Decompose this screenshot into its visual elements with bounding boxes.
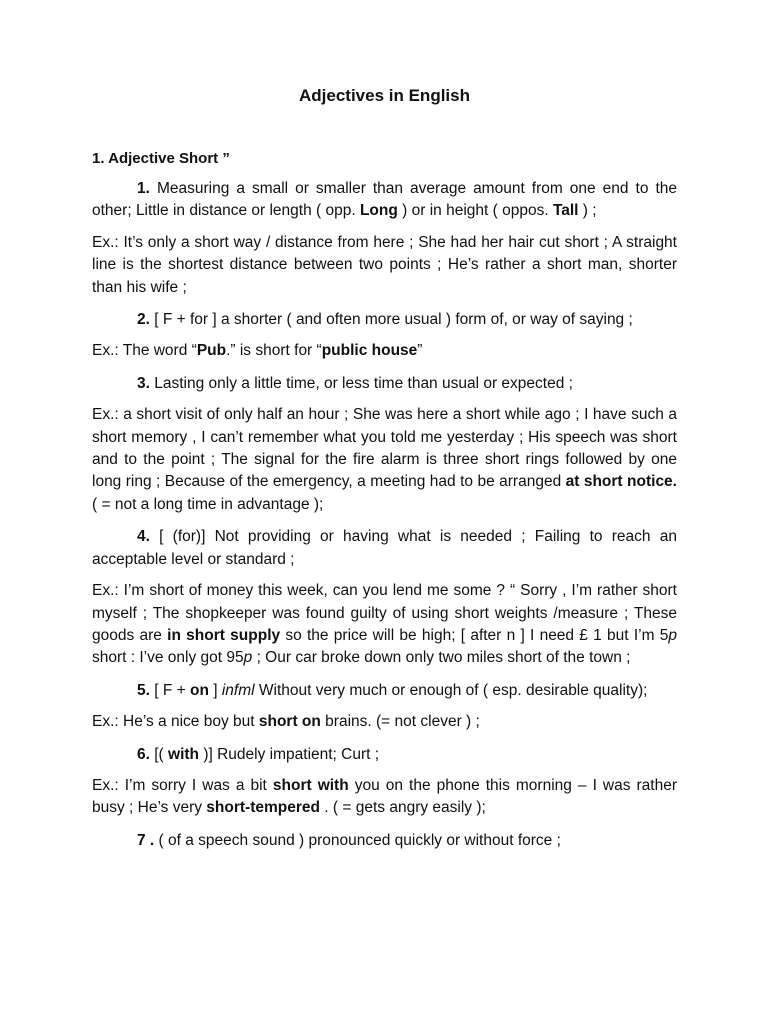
- italic-text: p: [668, 626, 677, 644]
- text-run: Ex.: a short visit of only half an hour ; She was here a short while ago ; I have such a short memory , I can’t remember what you told me yesterday ; His speech was short and to the point ; The signal for the fire alarm is three short rings followed by one long ring ; Because of the emergency, a meeting had to be arranged: [92, 406, 677, 491]
- bold-text: public house: [321, 342, 418, 360]
- bold-text: short-tempered: [206, 799, 320, 817]
- definition-paragraph: [92, 744, 677, 766]
- text-run: Ex.: I’m sorry I was a bit: [92, 776, 273, 794]
- bold-text: Long: [359, 202, 398, 220]
- bold-text: in short supply: [167, 626, 281, 644]
- example-paragraph: [92, 580, 677, 670]
- definition-paragraph: [92, 830, 677, 852]
- text-run: [(: [149, 745, 169, 763]
- text-run: ]: [208, 681, 222, 699]
- text-run: Ex.: He’s a nice boy but: [92, 713, 259, 731]
- italic-text: infml: [221, 681, 255, 699]
- definition-number: 5.: [137, 681, 150, 699]
- italic-text: p: [243, 649, 253, 667]
- entries-list: [92, 178, 677, 852]
- text-run: )] Rudely impatient; Curt ;: [199, 745, 380, 763]
- text-run: [ (for)] Not providing or having what is needed ; Failing to reach an acceptable level or standard ;: [92, 528, 677, 568]
- text-run: [ F + for ] a shorter ( and often more usual ) form of, or way of saying ;: [149, 311, 633, 329]
- example-paragraph: [92, 775, 677, 820]
- text-run: short : I’ve only got 95: [92, 649, 244, 667]
- definition-number: 2.: [137, 311, 150, 329]
- text-run: so the price will be high; [ after n ] I need £ 1 but I’m 5: [280, 626, 669, 644]
- text-run: ( = not a long time in advantage );: [92, 495, 324, 513]
- definition-paragraph: [92, 309, 677, 331]
- definition-number: 1.: [137, 180, 150, 197]
- definition-paragraph: [92, 373, 677, 395]
- text-run: ) ;: [578, 202, 597, 220]
- page-title: Adjectives in English: [299, 86, 470, 105]
- text-run: Ex.: I’m short of money this week, can you lend me some ? “ Sorry , I’m rather short myself ; The shopkeeper was found guilty of using short weights /measure ; These goods are: [92, 582, 677, 644]
- text-run: . ( = gets angry easily );: [319, 799, 486, 817]
- text-run: Ex.: The word “: [92, 342, 197, 360]
- definition-number: 3.: [137, 374, 150, 392]
- section-heading: 1. Adjective Short ”: [92, 150, 230, 167]
- bold-text: short on: [258, 713, 321, 731]
- example-paragraph: [92, 404, 677, 516]
- text-run: Ex.: It’s only a short way / distance from here ; She had her hair cut short ; A straight line is the shortest distance between two points ; He’s rather a short man, shorter than his wife ;: [92, 233, 677, 296]
- bold-text: short with: [272, 776, 349, 794]
- definition-paragraph: [92, 680, 677, 702]
- bold-text: with: [168, 745, 200, 763]
- text-run: you on the phone this morning – I was rather busy ; He’s very: [92, 776, 677, 817]
- text-run: ) or in height ( oppos.: [397, 202, 553, 220]
- example-paragraph: [92, 711, 677, 733]
- text-run: Lasting only a little time, or less time than usual or expected ;: [149, 374, 573, 392]
- bold-text: Tall: [552, 202, 579, 220]
- text-run: Without very much or enough of ( esp. desirable quality);: [254, 681, 648, 699]
- definition-number: 6.: [137, 745, 150, 763]
- definition-paragraph: [92, 526, 677, 571]
- text-run: [ F +: [149, 681, 190, 699]
- text-run: .” is short for “: [226, 342, 322, 360]
- definition-number: 7 .: [137, 831, 155, 849]
- definition-paragraph: [92, 178, 677, 223]
- definition-number: 4.: [137, 528, 150, 546]
- bold-text: Pub: [196, 342, 227, 360]
- example-paragraph: [92, 232, 677, 299]
- text-run: ( of a speech sound ) pronounced quickly or without force ;: [154, 831, 561, 849]
- text-run: ”: [417, 342, 423, 360]
- text-run: brains. (= not clever ) ;: [320, 713, 480, 731]
- bold-text: on: [190, 681, 209, 699]
- document-page: [92, 84, 677, 861]
- bold-text: at short notice.: [565, 473, 677, 491]
- text-run: Measuring a small or smaller than average amount from one end to the other; Little in distance or length ( opp.: [92, 180, 677, 220]
- text-run: ; Our car broke down only two miles short of the town ;: [252, 649, 631, 667]
- example-paragraph: [92, 340, 677, 362]
